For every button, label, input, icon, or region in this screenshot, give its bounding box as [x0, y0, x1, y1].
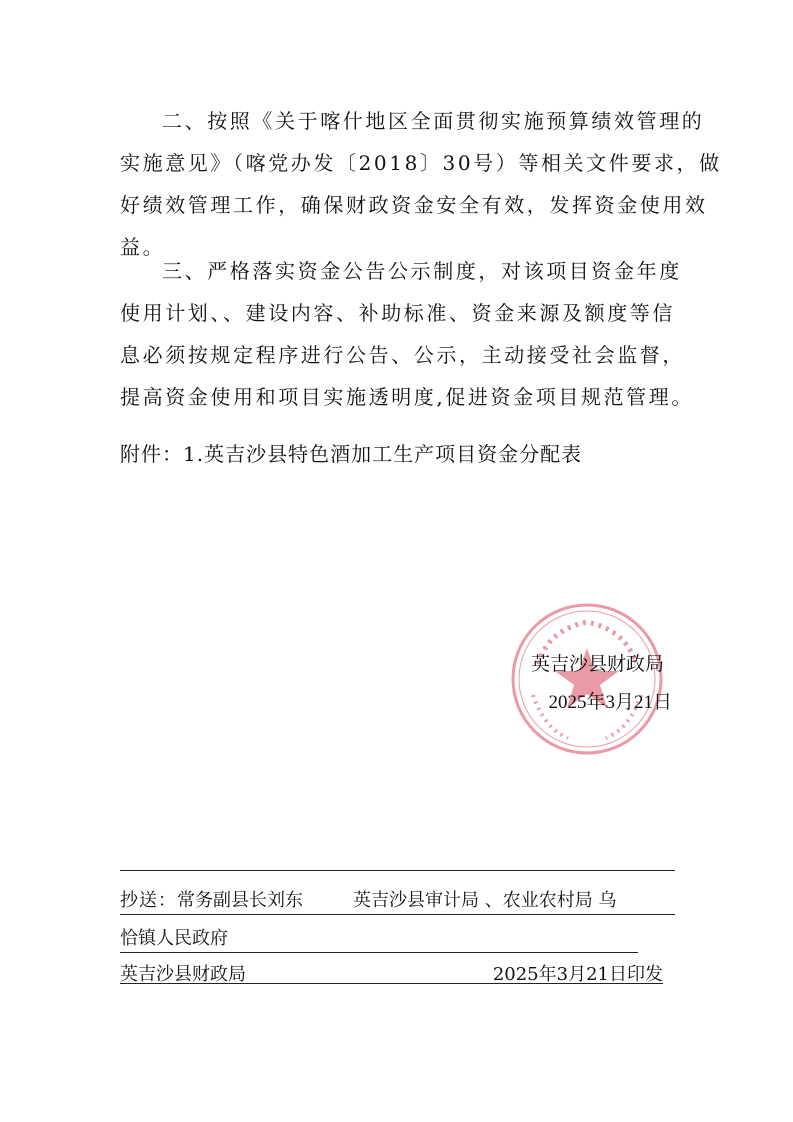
cc-recipient: 常务副县长刘东 [177, 890, 303, 911]
paragraph-line: 提高资金使用和项目实施透明度,促进资金项目规范管理。 [120, 385, 694, 409]
paragraph-3 [120, 250, 694, 418]
paragraph-line: 三、严格落实资金公告公示制度，对该项目资金年度 [162, 259, 682, 283]
cc-line-1 [120, 886, 675, 915]
cc-label: 抄送： [120, 890, 177, 911]
issuing-organization: 英吉沙县财政局 [120, 964, 246, 985]
paragraph-2 [120, 100, 722, 268]
paragraph-line: 使用计划、、建设内容、补助标准、资金来源及额度等信 [120, 301, 675, 325]
paragraph-line: 息必须按规定程序进行公告、公示，主动接受社会监督， [120, 343, 685, 367]
attachment-note: 附件：1.英吉沙县特色酒加工生产项目资金分配表 [120, 442, 583, 466]
cc-recipients-rest: 英吉沙县审计局 、农业农村局 乌 [353, 890, 617, 911]
signature-organization: 英吉沙县财政局 [530, 653, 664, 675]
cc-recipient-continued: 恰镇人民政府 [120, 928, 228, 949]
issuance-date: 2025年3月21日印发 [492, 964, 663, 985]
paragraph-line: 二、按照《关于喀什地区全面贯彻实施预算绩效管理的 [162, 109, 705, 133]
signature-date: 2025年3月21日 [548, 692, 672, 713]
official-seal [508, 600, 666, 758]
issuance-line [120, 960, 663, 984]
paragraph-line: 益。 [120, 235, 166, 259]
paragraph-line: 实施意见》（喀党办发〔2018〕30号）等相关文件要求，做 [120, 151, 722, 175]
cc-line-2 [120, 924, 638, 953]
paragraph-line: 好绩效管理工作，确保财政资金安全有效，发挥资金使用效 [120, 193, 708, 217]
top-divider [120, 870, 675, 871]
